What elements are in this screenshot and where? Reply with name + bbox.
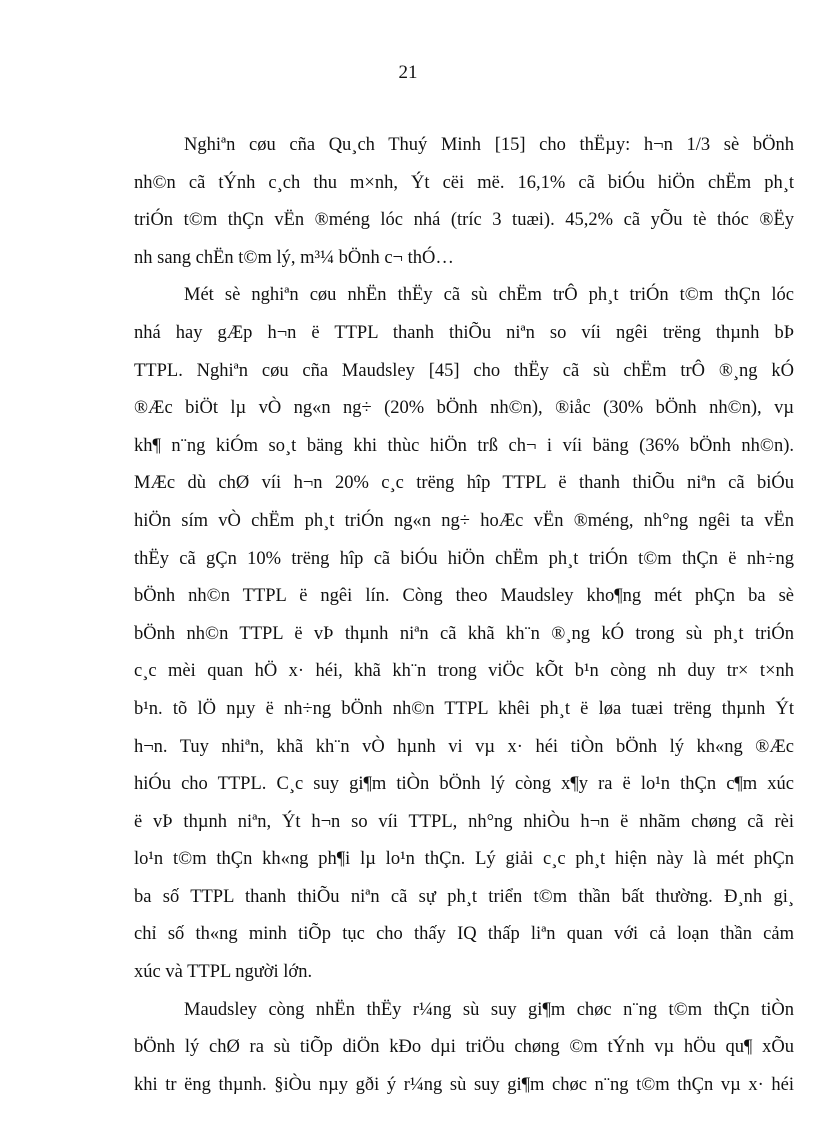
paragraph-2 [134, 277, 794, 991]
text-line: Mét sè nghiªn cøu nhËn thËy cã sù chËm trÔ ph¸t triÓn t©m thÇn lóc [184, 285, 794, 306]
text-line: hiÖn sím vÒ chËm ph¸t triÓn ng«n ng÷ hoÆc vËn ®méng, nh°ng ngêi ta vËn [134, 510, 794, 531]
text-line: Nghiªn cøu cña Qu¸ch Thuý Minh [15] cho thËµy: h¬n 1/3 sè bÖnh [184, 135, 794, 155]
text-line: bÖnh nh©n TTPL ë vÞ thµnh niªn cã khã kh¨n ®¸ng kÓ trong sù ph¸t triÓn [134, 623, 794, 644]
text-line: ba số TTPL thanh thiÕu niªn cã sự ph¸t triển t©m thần bất thường. Đ¸nh gi¸ [134, 886, 794, 907]
paragraph-3 [134, 992, 794, 1105]
text-line: xúc và TTPL người lớn. [134, 962, 313, 983]
text-line: thËy cã gÇn 10% trëng hîp cã biÓu hiÖn chËm ph¸t triÓn t©m thÇn ë nh÷ng [134, 548, 794, 569]
text-line: chỉ số th«ng minh tiÕp tục cho thấy IQ thấp liªn quan với cả loạn thần cảm [134, 924, 794, 945]
text-line: TTPL. Nghiªn cøu cña Maudsley [45] cho thËy cã sù chËm trÔ ®¸ng kÓ [134, 360, 794, 381]
text-line: b¹n. tõ lÖ nµy ë nh÷ng bÖnh nh©n TTPL khêi ph¸t ë løa tuæi trëng thµnh Ýt [134, 698, 794, 719]
text-line: triÓn t©m thÇn vËn ®méng lóc nhá (tríc 3 tuæi). 45,2% cã yÕu tè thóc ®Ëy [134, 210, 794, 231]
text-line: nh sang chËn t©m lý, m³¼ bÖnh c¬ thÓ… [134, 247, 454, 268]
text-line: kh¶ n¨ng kiÓm so¸t bäng khi thùc hiÖn trß ch¬ i víi bäng (36% bÖnh nh©n). [134, 435, 794, 456]
text-line: khi tr ëng thµnh. §iÒu nµy gði ý r¼ng sù suy gi¶m chøc n¨ng t©m thÇn vµ x· héi [134, 1074, 794, 1095]
text-line: hiÓu cho TTPL. C¸c suy gi¶m tiÒn bÖnh lý còng x¶y ra ë lo¹n thÇn c¶m xúc [134, 774, 794, 795]
text-line: c¸c mèi quan hÖ x· héi, khã kh¨n trong viÖc kÕt b¹n còng nh duy tr× t×nh [134, 661, 794, 682]
text-line: bÖnh nh©n TTPL ë ngêi lín. Còng theo Maudsley kho¶ng mét phÇn ba sè [134, 586, 794, 607]
text-line: bÖnh lý chØ ra sù tiÕp diÖn kÐo dµi triÖu chøng ©m tÝnh vµ hÖu qu¶ xÕu [134, 1037, 794, 1058]
text-line: h¬n. Tuy nhiªn, khã kh¨n vÒ hµnh vi vµ x· héi tiÒn bÖnh lý kh«ng ®Æc [134, 736, 794, 757]
text-line: lo¹n t©m thÇn kh«ng ph¶i lµ lo¹n thÇn. Lý giải c¸c ph¸t hiện này là mét phÇn [134, 849, 794, 870]
paragraph-1 [134, 127, 794, 277]
text-line: nh©n cã tÝnh c¸ch thu m×nh, Ýt cëi më. 16,1% cã biÓu hiÖn chËm ph¸t [134, 172, 794, 193]
text-line: MÆc dù chØ víi h¬n 20% c¸c trëng hîp TTPL ë thanh thiÕu niªn cã biÓu [134, 473, 794, 494]
text-line: ë vÞ thµnh niªn, Ýt h¬n so víi TTPL, nh°ng nhiÒu h¬n ë nhãm chøng cã rèi [134, 811, 794, 832]
body-text [134, 127, 794, 1104]
text-line: nhá hay gÆp h¬n ë TTPL thanh thiÕu niªn so víi ngêi trëng thµnh bÞ [134, 322, 794, 343]
text-line: ®Æc biÖt lµ vÒ ng«n ng÷ (20% bÖnh nh©n), ®iåc (30% bÖnh nh©n), vµ [134, 398, 794, 419]
text-line: Maudsley còng nhËn thËy r¼ng sù suy gi¶m chøc n¨ng t©m thÇn tiÒn [184, 999, 794, 1020]
page-number: 21 [398, 62, 418, 83]
